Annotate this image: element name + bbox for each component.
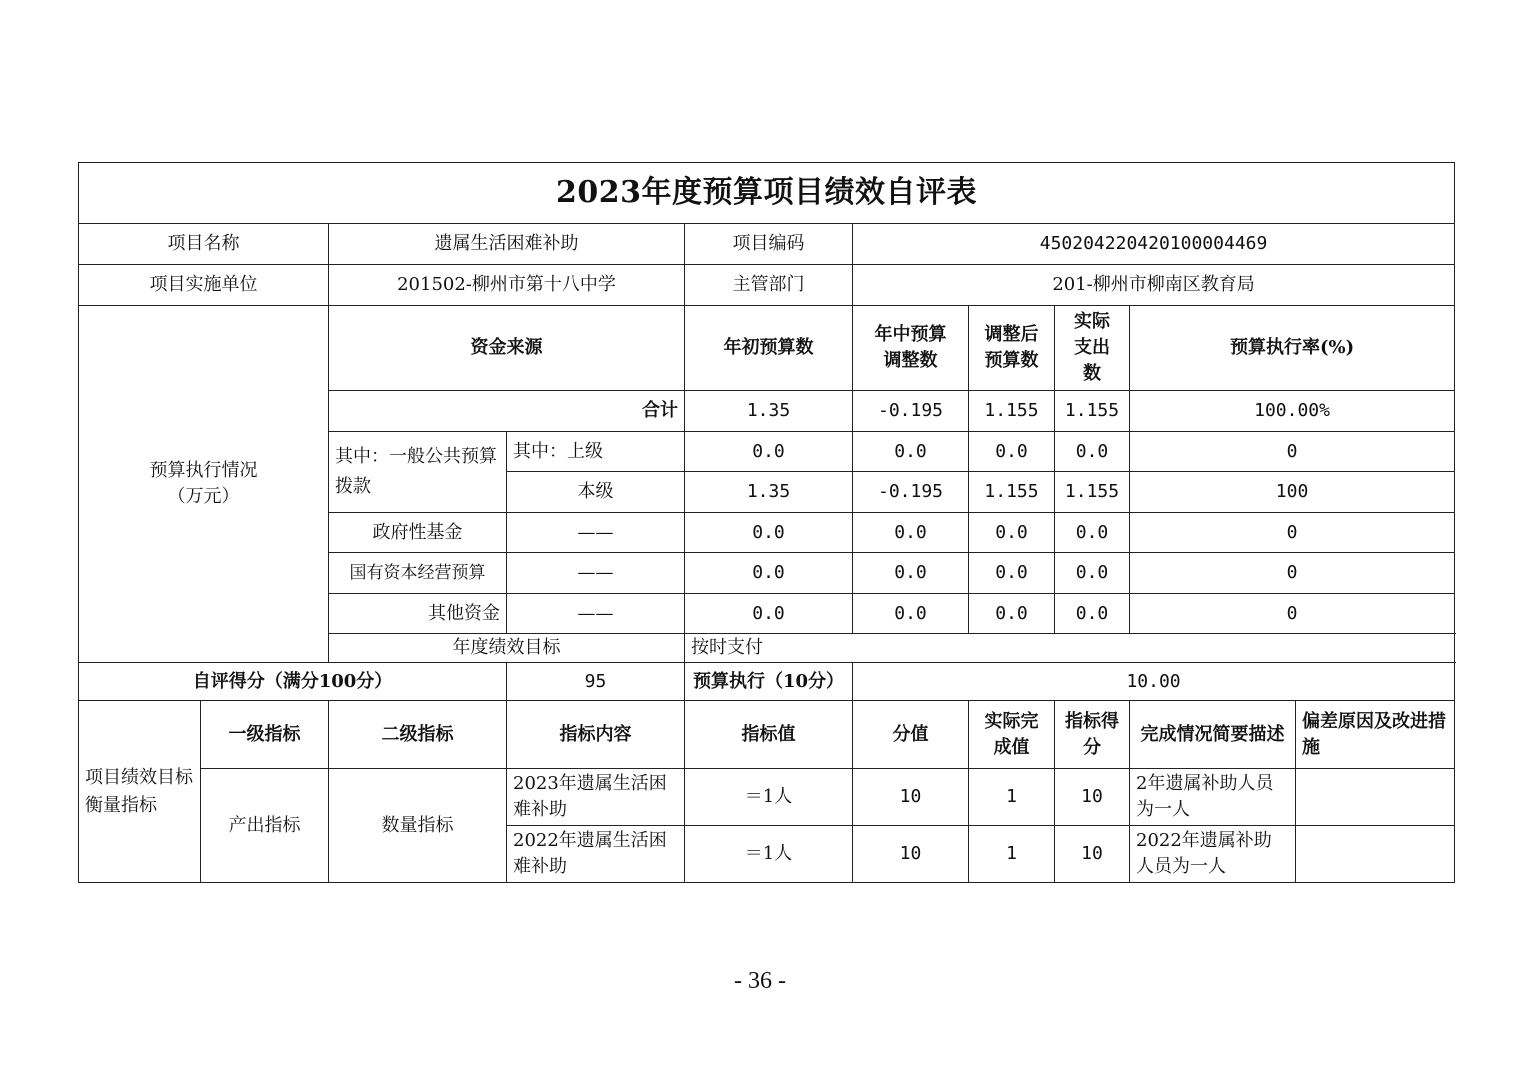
gov-fund-label: 政府性基金 bbox=[329, 513, 507, 553]
gov-fund-dash: —— bbox=[507, 513, 685, 553]
annual-goal-label: 年度绩效目标 bbox=[329, 634, 685, 663]
header-initial: 年初预算数 bbox=[685, 306, 853, 391]
other-initial: 0.0 bbox=[685, 594, 853, 634]
other-fund-label: 其他资金 bbox=[329, 594, 507, 634]
total-actual: 1.155 bbox=[1055, 391, 1130, 432]
total-midyear: -0.195 bbox=[853, 391, 969, 432]
gov-fund-rate: 0 bbox=[1130, 513, 1455, 553]
other-rate: 0 bbox=[1130, 594, 1455, 634]
total-initial: 1.35 bbox=[685, 391, 853, 432]
other-adjusted: 0.0 bbox=[969, 594, 1055, 634]
header-actual: 实际 支出 数 bbox=[1055, 306, 1130, 391]
local-initial: 1.35 bbox=[685, 472, 853, 513]
budget-exec-value: 10.00 bbox=[853, 663, 1455, 701]
annual-goal-value: 按时支付 bbox=[685, 634, 1455, 663]
self-score-value: 95 bbox=[507, 663, 685, 701]
gov-fund-initial: 0.0 bbox=[685, 513, 853, 553]
upper-level-label: 其中：上级 bbox=[507, 432, 685, 472]
indicator-score: 10 bbox=[1055, 769, 1130, 826]
project-name-value: 遗属生活困难补助 bbox=[329, 224, 685, 265]
dept-label: 主管部门 bbox=[685, 265, 853, 306]
state-capital-actual: 0.0 bbox=[1055, 553, 1130, 594]
other-actual: 0.0 bbox=[1055, 594, 1130, 634]
page-number: - 36 - bbox=[734, 968, 786, 994]
header-summary: 完成情况简要描述 bbox=[1130, 701, 1296, 769]
state-capital-rate: 0 bbox=[1130, 553, 1455, 594]
page-title: 2023年度预算项目绩效自评表 bbox=[79, 163, 1455, 224]
table-row bbox=[79, 769, 1455, 826]
gov-fund-adjusted: 0.0 bbox=[969, 513, 1055, 553]
header-adjusted: 调整后 预算数 bbox=[969, 306, 1055, 391]
upper-adjusted: 0.0 bbox=[969, 432, 1055, 472]
state-capital-midyear: 0.0 bbox=[853, 553, 969, 594]
project-code-label: 项目编码 bbox=[685, 224, 853, 265]
indicator-content: 2023年遗属生活困难补助 bbox=[507, 769, 685, 826]
header-level1: 一级指标 bbox=[201, 701, 329, 769]
indicator-score: 10 bbox=[1055, 826, 1130, 883]
budget-exec-label: 预算执行（10分） bbox=[685, 663, 853, 701]
indicator-deviation bbox=[1296, 769, 1455, 826]
indicator-content: 2022年遗属生活困难补助 bbox=[507, 826, 685, 883]
indicator-actual: 1 bbox=[969, 769, 1055, 826]
upper-rate: 0 bbox=[1130, 432, 1455, 472]
gov-fund-midyear: 0.0 bbox=[853, 513, 969, 553]
indicator-summary: 2年遗属补助人员为一人 bbox=[1130, 769, 1296, 826]
upper-midyear: 0.0 bbox=[853, 432, 969, 472]
local-actual: 1.155 bbox=[1055, 472, 1130, 513]
local-rate: 100 bbox=[1130, 472, 1455, 513]
gov-fund-actual: 0.0 bbox=[1055, 513, 1130, 553]
other-fund-dash: —— bbox=[507, 594, 685, 634]
local-midyear: -0.195 bbox=[853, 472, 969, 513]
header-rate: 预算执行率(%) bbox=[1130, 306, 1455, 391]
state-capital-adjusted: 0.0 bbox=[969, 553, 1055, 594]
indicator-points: 10 bbox=[853, 769, 969, 826]
upper-initial: 0.0 bbox=[685, 432, 853, 472]
indicator-points: 10 bbox=[853, 826, 969, 883]
state-capital-initial: 0.0 bbox=[685, 553, 853, 594]
header-content: 指标内容 bbox=[507, 701, 685, 769]
other-midyear: 0.0 bbox=[853, 594, 969, 634]
total-label: 合计 bbox=[329, 391, 685, 432]
header-deviation: 偏差原因及改进措施 bbox=[1296, 701, 1455, 769]
indicator-deviation bbox=[1296, 826, 1455, 883]
self-score-label: 自评得分（满分100分） bbox=[79, 663, 507, 701]
upper-actual: 0.0 bbox=[1055, 432, 1130, 472]
header-actual-value: 实际完成值 bbox=[969, 701, 1055, 769]
indicator-section-label: 项目绩效目标衡量指标 bbox=[79, 701, 201, 883]
general-budget-label: 其中：一般公共预算拨款 bbox=[329, 432, 507, 513]
project-name-label: 项目名称 bbox=[79, 224, 329, 265]
unit-label: 项目实施单位 bbox=[79, 265, 329, 306]
total-rate: 100.00% bbox=[1130, 391, 1455, 432]
budget-section-label: 预算执行情况 （万元） bbox=[79, 306, 329, 663]
indicator-summary: 2022年遗属补助人员为一人 bbox=[1130, 826, 1296, 883]
state-capital-dash: —— bbox=[507, 553, 685, 594]
level2-value: 数量指标 bbox=[329, 769, 507, 883]
indicator-target: ＝1人 bbox=[685, 769, 853, 826]
local-adjusted: 1.155 bbox=[969, 472, 1055, 513]
header-source: 资金来源 bbox=[329, 306, 685, 391]
indicator-target: ＝1人 bbox=[685, 826, 853, 883]
header-points: 分值 bbox=[853, 701, 969, 769]
level1-value: 产出指标 bbox=[201, 769, 329, 883]
state-capital-label: 国有资本经营预算 bbox=[329, 553, 507, 594]
total-adjusted: 1.155 bbox=[969, 391, 1055, 432]
local-level-label: 本级 bbox=[507, 472, 685, 513]
performance-table bbox=[78, 162, 1455, 883]
header-indicator-score: 指标得分 bbox=[1055, 701, 1130, 769]
dept-value: 201-柳州市柳南区教育局 bbox=[853, 265, 1455, 306]
header-target: 指标值 bbox=[685, 701, 853, 769]
unit-value: 201502-柳州市第十八中学 bbox=[329, 265, 685, 306]
indicator-actual: 1 bbox=[969, 826, 1055, 883]
header-level2: 二级指标 bbox=[329, 701, 507, 769]
project-code-value: 450204220420100004469 bbox=[853, 224, 1455, 265]
header-midyear: 年中预算 调整数 bbox=[853, 306, 969, 391]
